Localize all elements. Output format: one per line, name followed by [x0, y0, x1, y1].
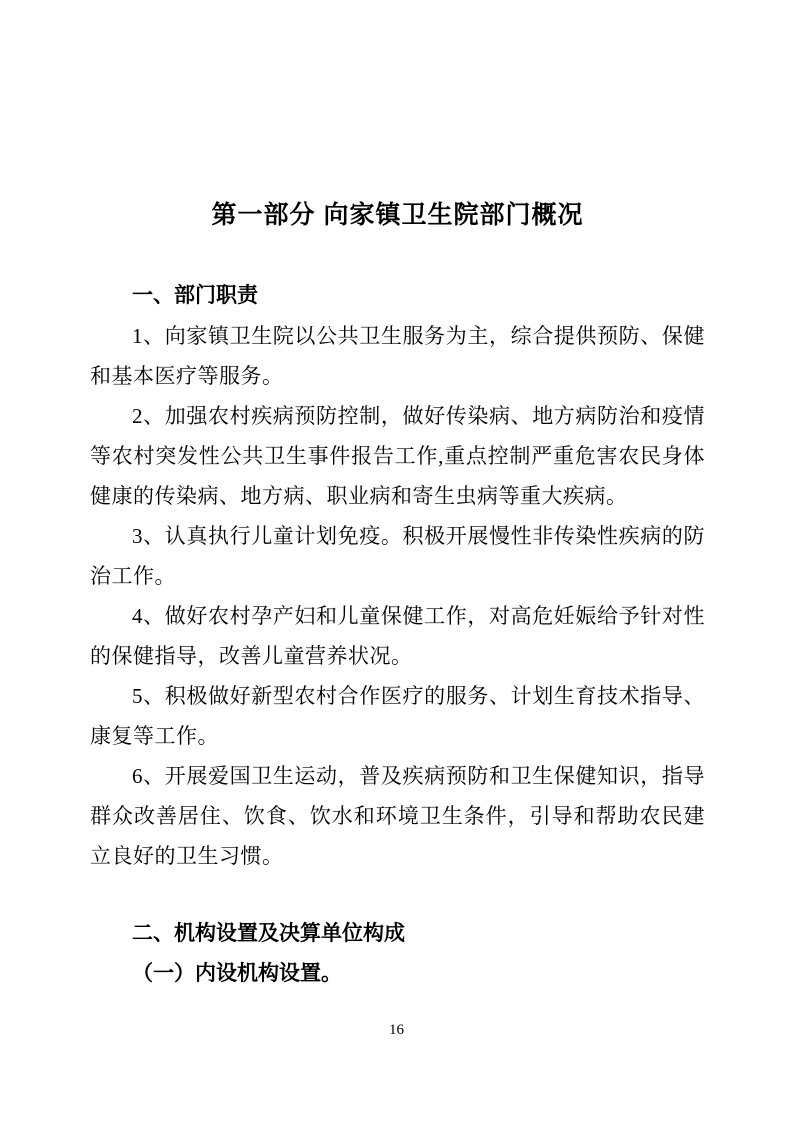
section-heading-duties: 一、部门职责 [132, 284, 258, 307]
paragraph-4: 4、做好农村孕产妇和儿童保健工作，对高危妊娠给予针对性的保健指导，改善儿童营养状况。 [90, 604, 705, 668]
section-heading-organization: 二、机构设置及决算单位构成 [132, 922, 405, 945]
document-body [90, 276, 705, 994]
paragraph-3: 3、认真执行儿童计划免疫。积极开展慢性非传染性疾病的防治工作。 [90, 524, 705, 588]
paragraph-5: 5、积极做好新型农村合作医疗的服务、计划生育技术指导、康复等工作。 [90, 684, 705, 748]
page-number: 16 [389, 1022, 404, 1038]
subsection-heading-internal-setup: （一）内设机构设置。 [132, 962, 342, 985]
paragraph-6: 6、开展爱国卫生运动，普及疾病预防和卫生保健知识，指导群众改善居住、饮食、饮水和环境卫生条件，引导和帮助农民建立良好的卫生习惯。 [90, 764, 705, 868]
paragraph-2: 2、加强农村疾病预防控制，做好传染病、地方病防治和疫情等农村突发性公共卫生事件报告工作,重点控制严重危害农民身体健康的传染病、地方病、职业病和寄生虫病等重大疾病。 [90, 404, 705, 508]
paragraph-1: 1、向家镇卫生院以公共卫生服务为主，综合提供预防、保健和基本医疗等服务。 [90, 324, 705, 388]
document-title: 第一部分 向家镇卫生院部门概况 [211, 201, 584, 229]
